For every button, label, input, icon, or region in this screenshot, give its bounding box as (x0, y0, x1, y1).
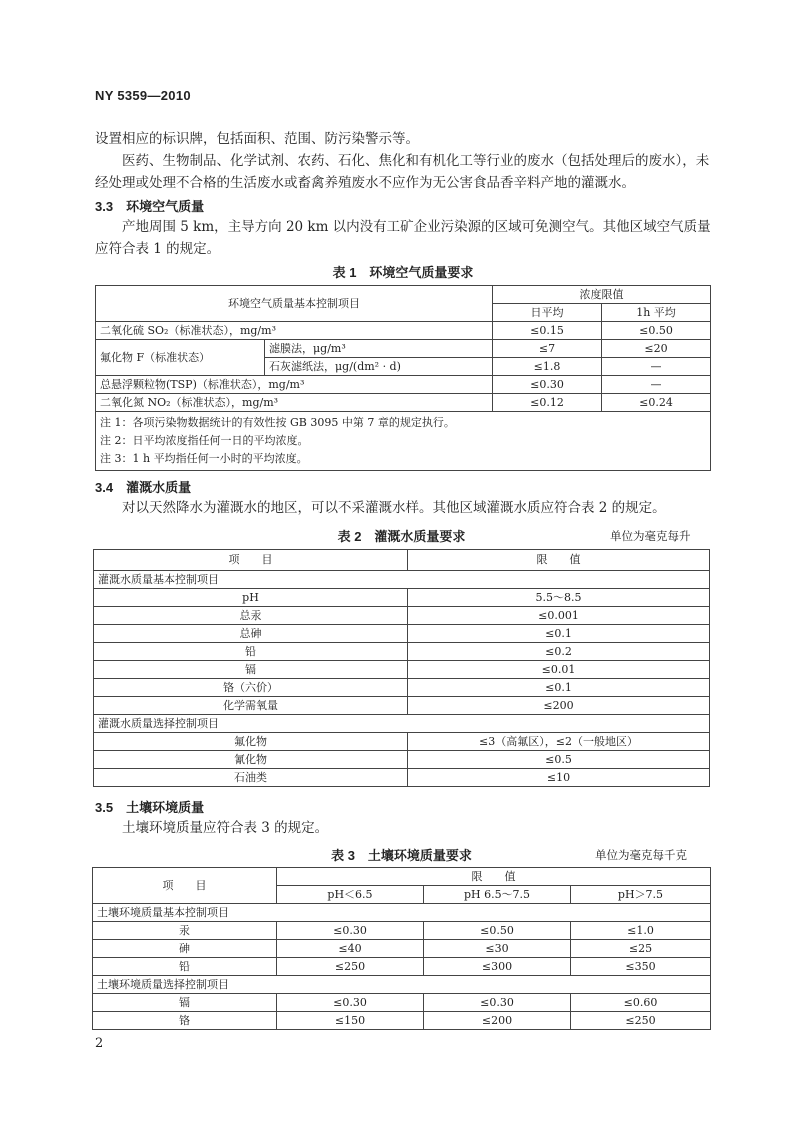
table-row (94, 625, 710, 643)
table3-head-col: pH 6.5～7.5 (424, 886, 571, 904)
table-row (93, 1012, 711, 1030)
table-row (94, 769, 710, 787)
table3-head-limit: 限 值 (277, 868, 711, 886)
cell: ≤1.0 (571, 922, 711, 940)
cell: ≤0.1 (408, 679, 710, 697)
paragraph: 产地周围 5 km，主导方向 20 km 以内没有工矿企业污染源的区域可免测空气。其他区域空气质量应符合表 1 的规定。 (95, 219, 711, 257)
table1-caption: 表 1 环境空气质量要求 (332, 265, 474, 280)
cell: ≤0.2 (408, 643, 710, 661)
table-row (96, 322, 711, 340)
table-row (94, 733, 710, 751)
table-row (94, 751, 710, 769)
table-row (96, 394, 711, 412)
cell: 汞 (93, 922, 277, 940)
table1-head-day: 日平均 (493, 304, 602, 322)
cell: 化学需氧量 (94, 697, 408, 715)
cell: ≤7 (493, 340, 602, 358)
table2-group-optional: 灌溉水质量选择控制项目 (94, 715, 710, 733)
table3 (92, 867, 711, 1030)
table-row (94, 643, 710, 661)
table-row (93, 922, 711, 940)
table3-head-col: pH＜6.5 (277, 886, 424, 904)
cell: ≤20 (602, 340, 711, 358)
cell: 氟化物 (94, 733, 408, 751)
cell: ≤0.30 (277, 922, 424, 940)
cell: 石油类 (94, 769, 408, 787)
standard-code-header: NY 5359—2010 (95, 88, 191, 103)
table3-unit: 单位为毫克每千克 (595, 848, 687, 862)
table1-head-hour: 1h 平均 (602, 304, 711, 322)
section-heading-3-3: 3.3 环境空气质量 (95, 199, 205, 214)
cell: ≤200 (408, 697, 710, 715)
cell: ≤3（高氟区），≤2（一般地区） (408, 733, 710, 751)
table-row (94, 661, 710, 679)
cell: ≤30 (424, 940, 571, 958)
cell: ≤0.24 (602, 394, 711, 412)
cell: ≤0.60 (571, 994, 711, 1012)
cell: — (602, 358, 711, 376)
cell: ≤0.5 (408, 751, 710, 769)
cell: ≤250 (571, 1012, 711, 1030)
table-row (94, 679, 710, 697)
table2 (93, 549, 710, 787)
cell: ≤25 (571, 940, 711, 958)
table-note: 注 2：日平均浓度指任何一日的平均浓度。 (100, 434, 309, 447)
table3-group-optional: 土壤环境质量选择控制项目 (93, 976, 711, 994)
cell: ≤0.001 (408, 607, 710, 625)
table1-head-conc: 浓度限值 (493, 286, 711, 304)
cell: 砷 (93, 940, 277, 958)
row-label: 二氧化硫 SO₂（标准状态），mg/m³ (96, 322, 493, 340)
row-label: 石灰滤纸法，μg/(dm² · d) (265, 358, 493, 376)
cell: ≤1.8 (493, 358, 602, 376)
cell: 氰化物 (94, 751, 408, 769)
cell: ≤0.30 (277, 994, 424, 1012)
cell: ≤300 (424, 958, 571, 976)
table3-caption: 表 3 土壤环境质量要求 (331, 848, 472, 863)
table2-unit: 单位为毫克每升 (610, 529, 691, 543)
cell: ≤0.01 (408, 661, 710, 679)
cell: ≤0.50 (424, 922, 571, 940)
cell: pH (94, 589, 408, 607)
section-heading-3-5: 3.5 土壤环境质量 (95, 800, 205, 815)
page-number: 2 (95, 1036, 104, 1051)
table-row (93, 940, 711, 958)
cell: ≤350 (571, 958, 711, 976)
cell: 铬 (93, 1012, 277, 1030)
table1-notes (96, 412, 711, 471)
cell: ≤0.1 (408, 625, 710, 643)
row-label: 总悬浮颗粒物(TSP)（标准状态），mg/m³ (96, 376, 493, 394)
cell: ≤0.12 (493, 394, 602, 412)
cell: ≤10 (408, 769, 710, 787)
cell: ≤0.15 (493, 322, 602, 340)
row-label: 二氧化氮 NO₂（标准状态），mg/m³ (96, 394, 493, 412)
table-row (94, 607, 710, 625)
cell: 铬（六价） (94, 679, 408, 697)
table-row (96, 340, 711, 358)
paragraph: 设置相应的标识牌，包括面积、范围、防污染警示等。 (95, 131, 419, 147)
paragraph: 土壤环境质量应符合表 3 的规定。 (122, 820, 329, 836)
table-row (96, 376, 711, 394)
table3-head-item: 项 目 (93, 868, 277, 904)
table2-group-basic: 灌溉水质量基本控制项目 (94, 571, 710, 589)
table-row (93, 958, 711, 976)
row-group-label: 氟化物 F（标准状态） (96, 340, 265, 376)
cell: 5.5～8.5 (408, 589, 710, 607)
table1-head-item: 环境空气质量基本控制项目 (96, 286, 493, 322)
cell: ≤0.50 (602, 322, 711, 340)
table-row (94, 697, 710, 715)
paragraph: 医药、生物制品、化学试剂、农药、石化、焦化和有机化工等行业的废水（包括处理后的废水），未经处理或处理不合格的生活废水或畜禽养殖废水不应作为无公害食品香辛料产地的灌溉水。 (95, 153, 710, 191)
table-note: 注 3：1 h 平均指任何一小时的平均浓度。 (100, 452, 308, 465)
table3-head-col: pH＞7.5 (571, 886, 711, 904)
table1 (95, 285, 711, 471)
table2-caption: 表 2 灌溉水质量要求 (337, 529, 466, 544)
table2-head-item: 项 目 (94, 550, 408, 571)
row-label: 滤膜法，μg/m³ (265, 340, 493, 358)
cell: 镉 (93, 994, 277, 1012)
table-row (94, 589, 710, 607)
section-heading-3-4: 3.4 灌溉水质量 (95, 480, 192, 495)
cell: 铅 (93, 958, 277, 976)
cell: 铅 (94, 643, 408, 661)
cell: 总砷 (94, 625, 408, 643)
cell: ≤0.30 (493, 376, 602, 394)
table-note: 注 1：各项污染物数据统计的有效性按 GB 3095 中第 7 章的规定执行。 (100, 416, 455, 429)
table2-head-limit: 限 值 (408, 550, 710, 571)
cell: ≤150 (277, 1012, 424, 1030)
cell: ≤250 (277, 958, 424, 976)
cell: ≤40 (277, 940, 424, 958)
paragraph: 对以天然降水为灌溉水的地区，可以不采灌溉水样。其他区域灌溉水质应符合表 2 的规定。 (122, 500, 666, 516)
cell: — (602, 376, 711, 394)
table3-group-basic: 土壤环境质量基本控制项目 (93, 904, 711, 922)
cell: 总汞 (94, 607, 408, 625)
cell: 镉 (94, 661, 408, 679)
cell: ≤200 (424, 1012, 571, 1030)
table-row (93, 994, 711, 1012)
cell: ≤0.30 (424, 994, 571, 1012)
